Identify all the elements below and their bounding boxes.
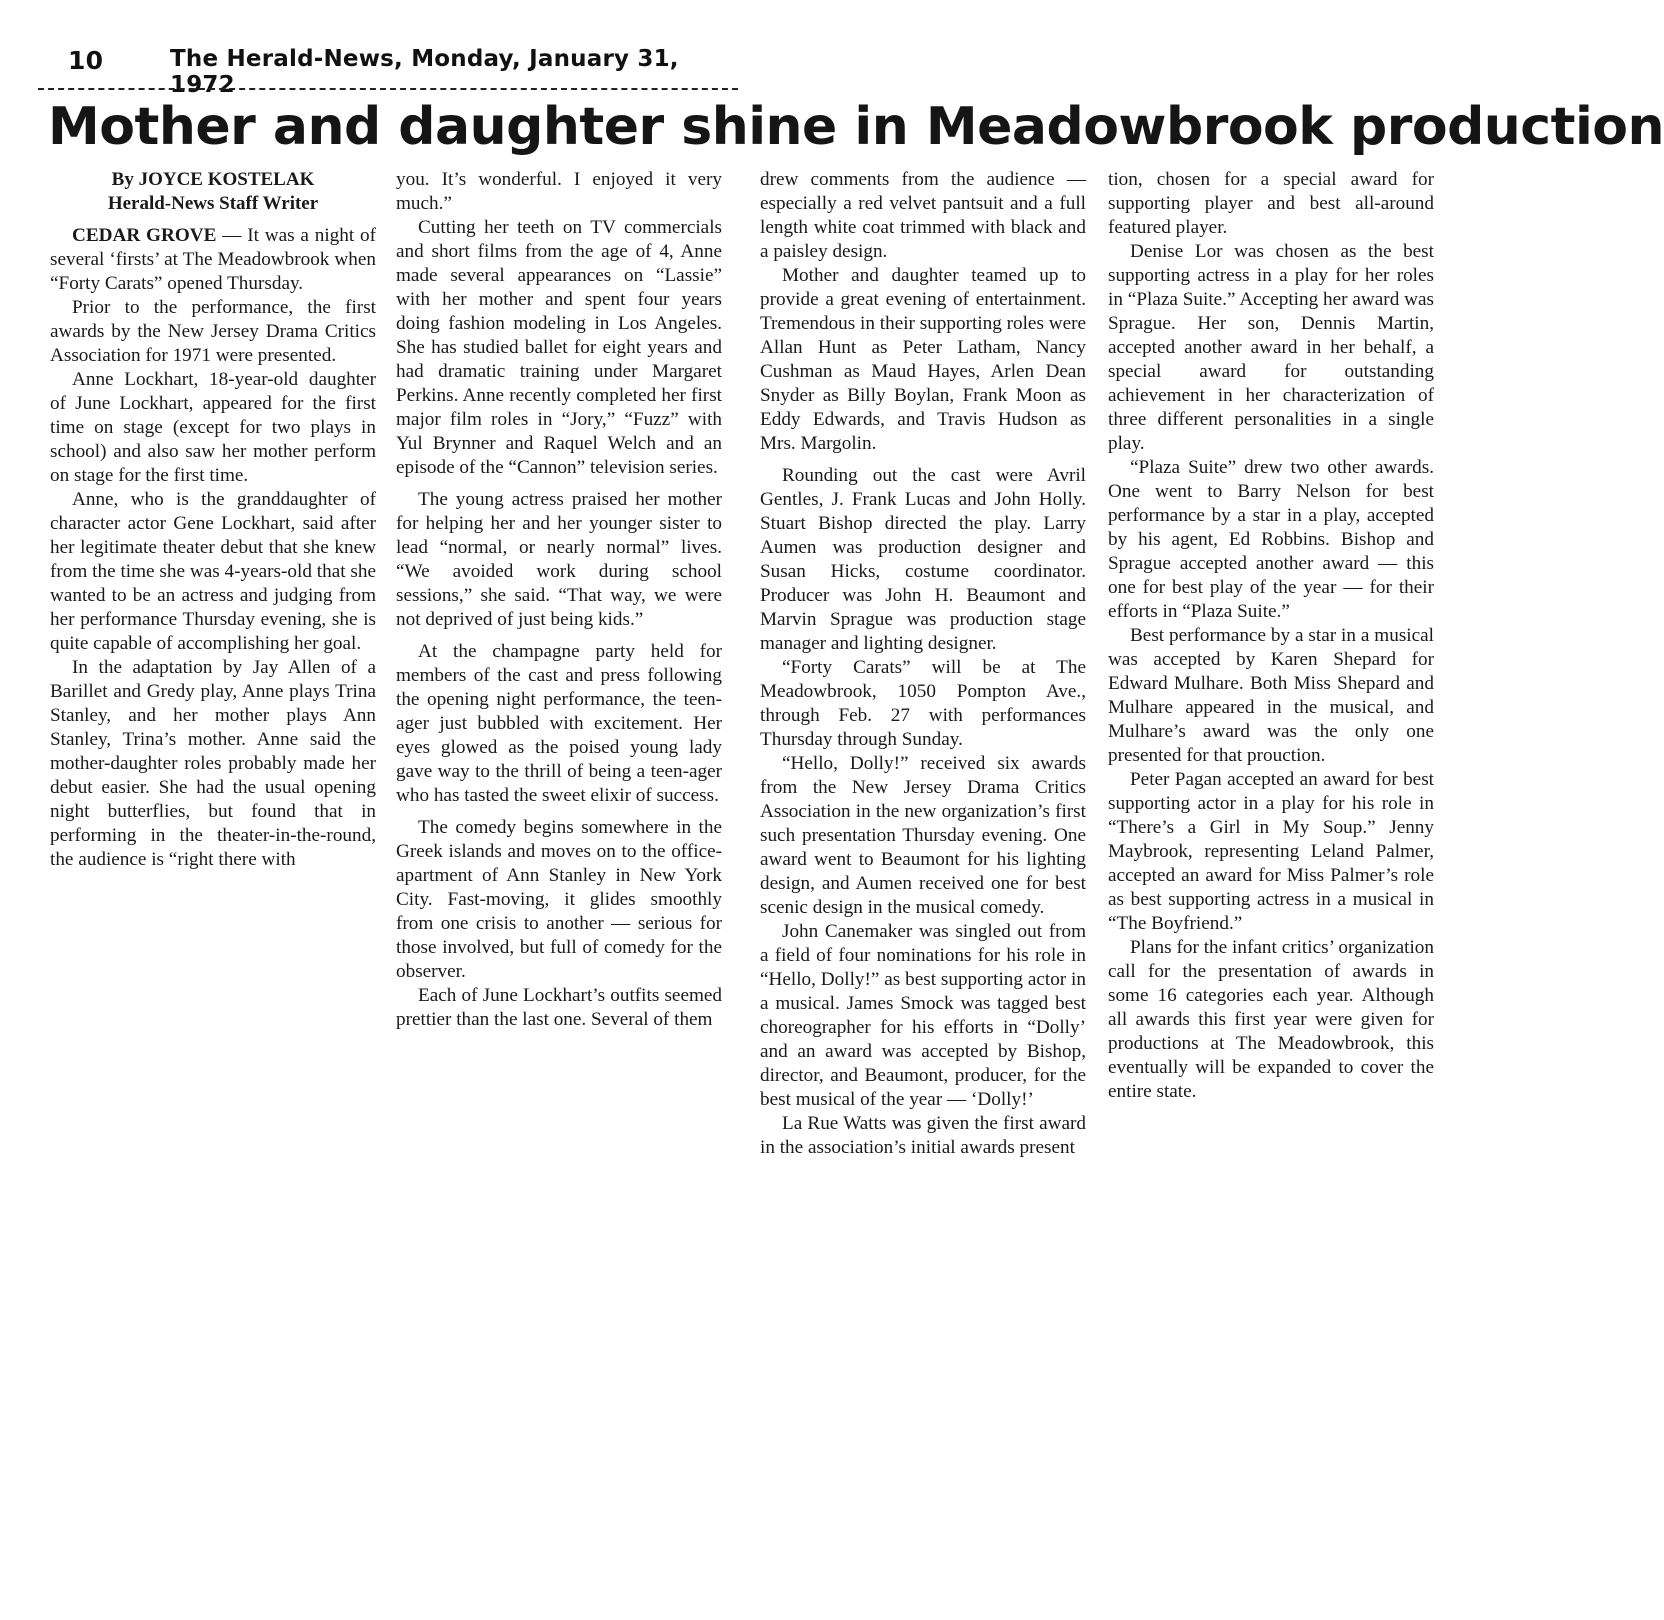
paragraph-text: — It was a night of several ‘firsts’ at The Meadowbrook when “Forty Carats” opened Thursday. <box>50 225 376 294</box>
paragraph: John Canemaker was singled out from a field of four nominations for his role in “Hello, Dolly!” as best supporting actor in a musical. James Smock was tagged best choreographer for his efforts in “Dolly’ and an award was accepted by Bishop, director, and Beaumont, producer, for the best musical of the year — ‘Dolly!’ <box>760 921 1086 1110</box>
paragraph: Rounding out the cast were Avril Gentles, J. Frank Lucas and John Holly. Stuart Bishop directed the play. Larry Aumen was production designer and Susan Hicks, costume coordinator. Producer was John H. Beaumont and Marvin Sprague was production stage manager and lighting designer. <box>760 465 1086 654</box>
paragraph: Cutting her teeth on TV commercials and short films from the age of 4, Anne made several appearances on “Lassie” with her mother and spent four years doing fashion modeling in Los Angeles. She has studied ballet for eight years and had dramatic training under Margaret Perkins. Anne recently completed her first major film roles in “Jory,” “Fuzz” with Yul Brynner and Raquel Welch and an episode of the “Cannon” television series. <box>396 217 722 478</box>
byline <box>50 168 376 216</box>
paper-name-and-date: The Herald-News, Monday, January 31, 1972 <box>170 46 679 98</box>
byline-author: By JOYCE KOSTELAK <box>111 169 315 190</box>
paragraph: Peter Pagan accepted an award for best supporting actor in a play for his role in “There’s a Girl in My Soup.” Jenny Maybrook, representing Leland Palmer, accepted an award for Miss Palmer’s role as best supporting actress in a musical in “The Boyfriend.” <box>1108 769 1434 934</box>
paragraph: Plans for the infant critics’ organization call for the presentation of awards in some 16 categories each year. Although all awards this first year were given for productions at The Meadowbrook, this eventually will be expanded to cover the entire state. <box>1108 937 1434 1102</box>
paragraph: Prior to the performance, the first awards by the New Jersey Drama Critics Association for 1971 were presented. <box>50 297 376 366</box>
paragraph: Anne Lockhart, 18-year-old daughter of June Lockhart, appeared for the first time on stage (except for two plays in school) and also saw her mother perform on stage for the first time. <box>50 369 376 486</box>
paragraph <box>50 224 376 296</box>
dateline: CEDAR GROVE <box>72 225 217 246</box>
article-column-4 <box>1108 168 1434 1104</box>
paragraph: “Plaza Suite” drew two other awards. One went to Barry Nelson for best performance by a star in a play, accepted by his agent, Ed Robbins. Bishop and Sprague accepted another award — this one for best play of the year — for their efforts in “Plaza Suite.” <box>1108 457 1434 622</box>
paragraph: At the champagne party held for members of the cast and press following the opening night performance, the teen-ager just bubbled with excitement. Her eyes glowed as the poised young lady gave way to the thrill of being a teen-ager who has tasted the sweet elixir of success. <box>396 641 722 806</box>
article-column-2 <box>396 168 722 1032</box>
masthead <box>60 44 730 98</box>
paragraph: In the adaptation by Jay Allen of a Barillet and Gredy play, Anne plays Trina Stanley, and her mother plays Ann Stanley, Trina’s mother. Anne said the mother-daughter roles probably made her debut easier. She had the usual opening night butterflies, but found that in performing in the theater-in-the-round, the audience is “right there with <box>50 657 376 870</box>
paragraph: Denise Lor was chosen as the best supporting actress in a play for her roles in “Plaza Suite.” Accepting her award was Sprague. Her son, Dennis Martin, accepted another award in her behalf, a special award for outstanding achievement in her characterization of three different personalities in a single play. <box>1108 241 1434 454</box>
byline-role: Herald-News Staff Writer <box>107 193 319 214</box>
paragraph: “Forty Carats” will be at The Meadowbrook, 1050 Pompton Ave., through Feb. 27 with performances Thursday through Sunday. <box>760 657 1086 750</box>
article-column-3 <box>760 168 1086 1160</box>
article-column-1 <box>50 168 376 872</box>
paragraph: “Hello, Dolly!” received six awards from the New Jersey Drama Critics Association in the new organization’s first such presentation Thursday evening. One award went to Beaumont for his lighting design, and Aumen received one for best scenic design in the musical comedy. <box>760 753 1086 918</box>
masthead-divider <box>38 88 738 90</box>
paragraph-continued: drew comments from the audience — especially a red velvet pantsuit and a full length white coat trimmed with black and a paisley design. <box>760 169 1086 262</box>
paragraph: Anne, who is the granddaughter of character actor Gene Lockhart, said after her legitimate theater debut that she knew from the time she was 4-years-old that she wanted to be an actress and judging from her performance Thursday evening, she is quite capable of accomplishing her goal. <box>50 489 376 654</box>
headline: Mother and daughter shine in Meadowbrook production <box>48 97 1664 157</box>
paragraph: The young actress praised her mother for helping her and her younger sister to lead “normal, or nearly normal” lives. “We avoided work during school sessions,” she said. “That way, we were not deprived of just being kids.” <box>396 489 722 630</box>
paragraph: The comedy begins somewhere in the Greek islands and moves on to the office-apartment of Ann Stanley in New York City. Fast-moving, it glides smoothly from one crisis to another — serious for those involved, but full of comedy for the observer. <box>396 817 722 982</box>
paragraph: La Rue Watts was given the first award in the association’s initial awards present <box>760 1113 1086 1158</box>
page-number: 10 <box>68 46 104 75</box>
paragraph: Mother and daughter teamed up to provide a great evening of entertainment. Tremendous in their supporting roles were Allan Hunt as Peter Latham, Nancy Cushman as Maud Hayes, Arlen Dean Snyder as Billy Boylan, Frank Moon as Eddy Edwards, and Travis Hudson as Mrs. Margolin. <box>760 265 1086 454</box>
paragraph: Each of June Lockhart’s outfits seemed prettier than the last one. Several of them <box>396 985 722 1030</box>
paragraph: Best performance by a star in a musical was accepted by Karen Shepard for Edward Mulhare. Both Miss Shepard and Mulhare appeared in the musical, and Mulhare’s award was the only one presented for that prouction. <box>1108 625 1434 766</box>
paragraph-continued: tion, chosen for a special award for supporting player and best all-around featured player. <box>1108 169 1434 238</box>
paragraph-continued: you. It’s wonderful. I enjoyed it very much.” <box>396 169 722 214</box>
